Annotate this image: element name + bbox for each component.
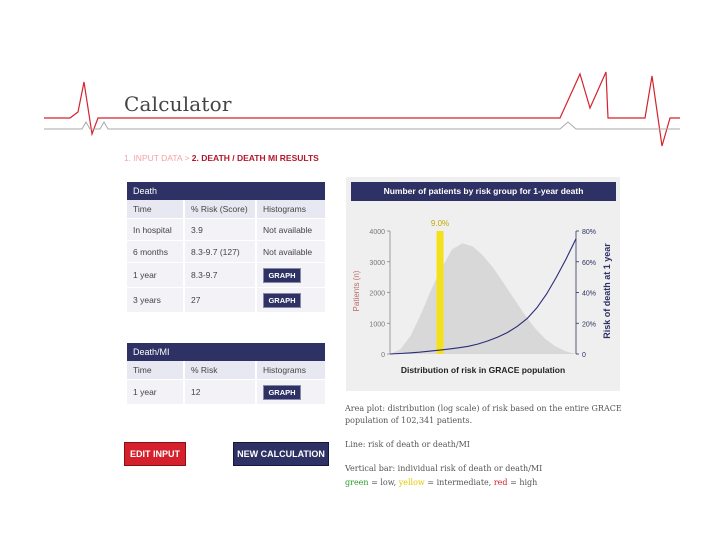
histogram-cell (256, 380, 325, 405)
death-results-panel (127, 182, 325, 313)
y-tick-label-right: 80% (582, 229, 597, 236)
breadcrumb (124, 153, 319, 163)
risk-cell: 8.3-9.7 (127) (184, 241, 256, 263)
marker-value-label: 9.0% (430, 219, 450, 228)
legend-intermediate: = intermediate, (424, 478, 494, 487)
graph-button-1-year[interactable]: GRAPH (263, 268, 301, 283)
time-cell: 6 months (127, 241, 184, 263)
column-header-risk: % Risk (Score) (184, 200, 256, 219)
edit-input-button[interactable]: EDIT INPUT (124, 442, 186, 466)
y-tick-label-left: 2000 (369, 290, 385, 298)
risk-distribution-chart (346, 201, 620, 391)
time-cell: 1 year (127, 380, 184, 405)
death-mi-results-panel (127, 343, 325, 405)
y-tick-label-left: 3000 (369, 259, 385, 267)
y-tick-label-right: 20% (582, 321, 597, 329)
column-header-time: Time (127, 200, 184, 219)
breadcrumb-step-results: 2. DEATH / DEATH MI RESULTS (191, 153, 319, 163)
table-row (127, 288, 325, 313)
histogram-cell (256, 288, 325, 313)
table-row (127, 241, 325, 263)
column-header-time: Time (127, 361, 184, 380)
y-tick-label-left: 4000 (369, 229, 385, 236)
risk-cell: 3.9 (184, 219, 256, 241)
death-results-table (127, 182, 325, 313)
column-header-histograms: Histograms (256, 200, 325, 219)
death-table-title: Death (127, 182, 325, 200)
death-mi-results-table (127, 343, 325, 405)
time-cell: In hospital (127, 219, 184, 241)
legend-low: = low, (368, 478, 399, 487)
graph-button-death-mi-1-year[interactable]: GRAPH (263, 385, 301, 400)
ecg-line-decoration (0, 0, 720, 160)
legend-green: green (345, 478, 369, 487)
new-calculation-button[interactable]: NEW CALCULATION (233, 442, 329, 466)
legend-high: = high (507, 478, 538, 487)
legend-yellow: yellow (398, 478, 425, 487)
time-cell: 3 years (127, 288, 184, 313)
y-axis-right-label: Risk of death at 1 year (602, 243, 612, 339)
death-mi-table-title: Death/MI (127, 343, 325, 361)
chart-title: Number of patients by risk group for 1-year death (351, 182, 616, 201)
column-header-histograms: Histograms (256, 361, 325, 380)
table-row (127, 380, 325, 405)
time-cell: 1 year (127, 263, 184, 288)
y-tick-label-right: 40% (582, 290, 597, 298)
column-header-risk: % Risk (184, 361, 256, 380)
line-description: Line: risk of death or death/MI (345, 440, 470, 449)
page-title: Calculator (124, 92, 232, 116)
risk-cell: 27 (184, 288, 256, 313)
y-tick-label-right: 0 (582, 352, 586, 359)
distribution-area (390, 243, 576, 354)
individual-risk-bar (437, 231, 444, 354)
graph-button-3-years[interactable]: GRAPH (263, 293, 301, 308)
risk-cell: 8.3-9.7 (184, 263, 256, 288)
legend-red: red (493, 478, 508, 487)
y-tick-label-left: 1000 (369, 321, 385, 329)
y-tick-label-right: 60% (582, 259, 597, 267)
y-axis-left-label: Patients (n) (352, 270, 361, 312)
table-row (127, 219, 325, 241)
vertical-bar-description: Vertical bar: individual risk of death or death/MI (345, 464, 543, 473)
histogram-cell (256, 263, 325, 288)
area-plot-description: Area plot: distribution (log scale) of risk based on the entire GRACE population of 102,341 patients. (345, 404, 622, 425)
breadcrumb-step-input[interactable]: 1. INPUT DATA > (124, 153, 192, 163)
y-tick-label-left: 0 (381, 352, 385, 359)
table-row (127, 263, 325, 288)
risk-cell: 12 (184, 380, 256, 405)
risk-color-legend (345, 477, 625, 489)
histogram-cell: Not available (256, 241, 325, 263)
x-axis-label: Distribution of risk in GRACE population (400, 365, 566, 375)
histogram-cell: Not available (256, 219, 325, 241)
